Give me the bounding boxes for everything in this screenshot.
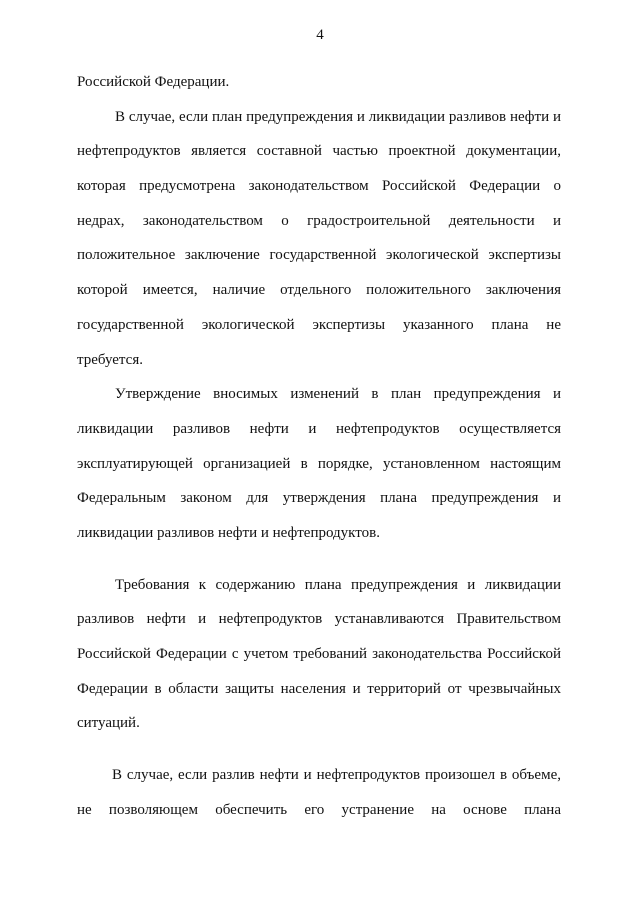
- text-line: требуется.: [77, 351, 143, 368]
- text-line: Российской Федерации с учетом требований законодательства Российской: [77, 646, 561, 662]
- text-line: Федерации в области защиты населения и территорий от чрезвычайных: [77, 680, 561, 697]
- paragraph-spacer: [77, 741, 561, 758]
- text-line: Федеральным законом для утверждения плана предупреждения и: [77, 490, 561, 507]
- paragraph-first-line: В случае, если план предупреждения и ликвидации разливов нефти и: [115, 108, 561, 125]
- paragraph-first-line: Требования к содержанию плана предупреждения и ликвидации: [115, 576, 561, 593]
- text-line: нефтепродуктов является составной частью проектной документации,: [77, 143, 561, 160]
- text-line: ликвидации разливов нефти и нефтепродуктов осуществляется: [77, 420, 561, 437]
- paragraph-spacer: [77, 551, 561, 568]
- text-line: эксплуатирующей организацией в порядке, установленном настоящим: [77, 455, 561, 472]
- text-line: не позволяющем обеспечить его устранение на основе плана: [77, 801, 561, 818]
- text-line: недрах, законодательством о градостроительной деятельности и: [77, 212, 561, 229]
- page-number: 4: [316, 27, 324, 43]
- text-line: ликвидации разливов нефти и нефтепродуктов.: [77, 524, 380, 541]
- text-line: которой имеется, наличие отдельного положительного заключения: [77, 282, 561, 299]
- text-line: положительное заключение государственной экологической экспертизы: [77, 247, 561, 264]
- paragraph-first-line: В случае, если разлив нефти и нефтепродуктов произошел в объеме,: [112, 767, 561, 784]
- text-line: разливов нефти и нефтепродуктов устанавливаются Правительством: [77, 611, 561, 628]
- paragraph-first-line: Утверждение вносимых изменений в план предупреждения и: [115, 386, 561, 403]
- text-line: которая предусмотрена законодательством Российской Федерации о: [77, 178, 561, 195]
- text-line: Российской Федерации.: [77, 74, 230, 90]
- text-line: государственной экологической экспертизы указанного плана не: [77, 316, 561, 333]
- text-line: ситуаций.: [77, 715, 140, 732]
- document-body: [77, 65, 561, 827]
